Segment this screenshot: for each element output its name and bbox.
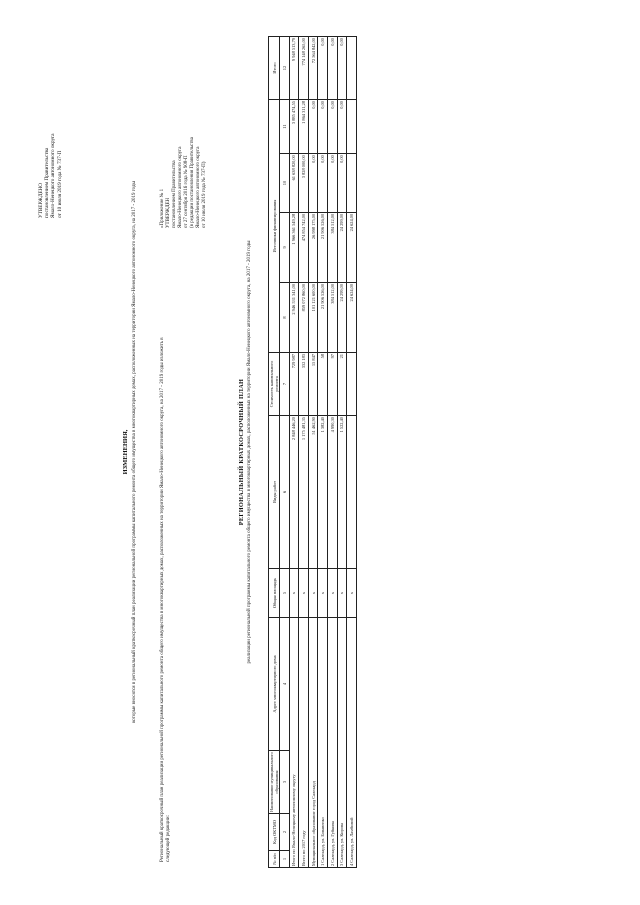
col-header: Адрес многоквартирного дома	[269, 618, 280, 751]
table-cell: x	[347, 569, 357, 618]
approval-line: УТВЕРЖДЕН	[166, 197, 171, 228]
table-cell: Итого по Ямало-Ненецкому автономному округу	[289, 618, 299, 868]
col-number: 4	[280, 618, 290, 751]
table-cell: 1 382,40	[318, 416, 328, 569]
intro-paragraph: Региональный краткосрочный план реализации региональной программы капитального ремонта общего имущества в многоквартирных домах, расположенных на территории Ямало-Ненецкого автономного округа, на 2017 - 2019 годы изложить в следующей редакции:	[160, 337, 171, 862]
table-cell: 26 998 175,00	[308, 212, 318, 282]
plan-title: РЕГИОНАЛЬНЫЙ КРАТКОСРОЧНЫЙ ПЛАН	[238, 378, 245, 526]
table-cell: x	[337, 569, 347, 618]
col-number: 11	[280, 100, 290, 154]
rotated-document-page	[30, 22, 610, 882]
table-cell: Муниципальное образование город Салехард	[308, 618, 318, 868]
table-cell: 774 148 265,00	[299, 37, 309, 100]
table-cell: 0,00	[337, 154, 347, 213]
table-cell: 9 948 513,79	[289, 37, 299, 100]
table-row	[318, 37, 328, 868]
table-cell: 24 624,00	[347, 282, 357, 352]
approval-line: Ямало-Ненецкого автономного округа	[50, 133, 57, 218]
table-cell: 3 Салехард, ул. Кирова	[337, 618, 347, 868]
table-cell: 1 Салехард, ул. Бованенко	[318, 618, 328, 868]
table-row	[308, 37, 318, 868]
approval-line: от 10 июля 2019 года № 737-П)	[202, 161, 207, 228]
table-cell: 61 638 820,00	[289, 154, 299, 213]
col-number: 10	[280, 154, 290, 213]
table-cell	[347, 353, 357, 416]
table-cell: 3 885 474,55	[289, 100, 299, 154]
table-cell: 729 987	[289, 353, 299, 416]
table-cell	[347, 100, 357, 154]
table-cell: 21	[337, 353, 347, 416]
table-cell	[347, 154, 357, 213]
table-cell	[347, 37, 357, 100]
table-cell	[347, 416, 357, 569]
table-cell: 21 906 526,00	[318, 212, 328, 282]
table-cell: 1 864 311,28	[299, 100, 309, 154]
approval-block-appendix	[160, 28, 208, 228]
table-cell: 859 072 860,00	[299, 282, 309, 352]
table-header-row	[269, 37, 280, 868]
table-cell: 2 946 531 341,00	[289, 282, 299, 352]
table-cell: 97	[327, 353, 337, 416]
col-header: Код ОКТМО	[269, 814, 280, 851]
table-cell: Всего по 2017 году	[299, 618, 309, 868]
table-cell: 1 966 361 549,28	[289, 212, 299, 282]
table-cell: x	[318, 569, 328, 618]
approval-block-top	[38, 28, 63, 218]
doc-subtitle: которые вносятся в региональный краткосрочный план реализации региональной программы капитального ремонта общего имущества в многоквартирных домах, расположенных на территории Ямало-Ненецкого автономного округа, на 2017 - 2019 годы	[132, 181, 137, 723]
table-cell: 0,00	[327, 100, 337, 154]
approval-line: постановлением Правительства	[44, 147, 51, 218]
table-cell: 474 854 742,00	[299, 212, 309, 282]
table-cell: x	[327, 569, 337, 618]
column-number-row	[280, 37, 290, 868]
plan-table	[268, 36, 357, 868]
col-header: Источники финансирования	[269, 100, 280, 353]
approval-line: от 10 июля 2019 года № 737-П	[56, 150, 63, 218]
table-cell: 0,00	[327, 37, 337, 100]
approval-line: (в редакции постановления Правительства	[190, 137, 195, 228]
table-cell: 24 299,00	[337, 282, 347, 352]
col-number: 8	[280, 282, 290, 352]
plan-subtitle: реализации региональной программы капитального ремонта общего имущества в многоквартирных домах, расположенных на территории Ямало-Ненецкого автономного округа, на 2017 - 2019 годы	[247, 240, 252, 664]
table-cell: 0,00	[337, 37, 347, 100]
table-cell: 0,00	[327, 154, 337, 213]
col-number: 5	[280, 569, 290, 618]
table-cell: 15 847	[308, 353, 318, 416]
table-cell: 58	[318, 353, 328, 416]
table-cell: 3 828 000,00	[299, 154, 309, 213]
table-cell: 24 299,00	[337, 212, 347, 282]
table-cell: 384 512,00	[327, 212, 337, 282]
col-number: 7	[280, 353, 290, 416]
col-header: № п/п	[269, 851, 280, 868]
table-row	[327, 37, 337, 868]
col-number: 2	[280, 814, 290, 851]
table-cell: 4 990,30	[327, 416, 337, 569]
table-cell: 1 175 481,35	[299, 416, 309, 569]
col-header: Общая площадь	[269, 569, 280, 618]
table-cell: 101 121 600,00	[308, 282, 318, 352]
col-header: Виды работ	[269, 416, 280, 569]
approval-line: от 27 сентября 2016 года № 908-П	[184, 155, 189, 228]
table-cell: 0,00	[308, 154, 318, 213]
table-cell: 72 564 842,00	[308, 37, 318, 100]
table-row	[289, 37, 299, 868]
approval-line: УТВЕРЖДЕНО	[38, 182, 44, 218]
approval-line: Ямало-Ненецкого автономного округа	[196, 146, 201, 228]
table-row	[299, 37, 309, 868]
col-number: 9	[280, 212, 290, 282]
table-row	[347, 37, 357, 868]
table-cell: 51 462,90	[308, 416, 318, 569]
table-cell: 1 522,40	[337, 416, 347, 569]
col-number: 1	[280, 851, 290, 868]
col-number: 12	[280, 37, 290, 100]
approval-line: «Приложение № 1	[160, 188, 165, 228]
table-cell: 0,00	[308, 100, 318, 154]
table-cell: 0,00	[318, 100, 328, 154]
col-number: 6	[280, 416, 290, 569]
table-cell: x	[308, 569, 318, 618]
doc-title: ИЗМЕНЕНИЯ,	[122, 429, 129, 475]
table-cell: 384 512,00	[327, 282, 337, 352]
table-cell: 2 Салехард, ул. Губкина	[327, 618, 337, 868]
table-cell: x	[299, 569, 309, 618]
table-cell: 21 906 526,00	[318, 282, 328, 352]
col-number: 3	[280, 751, 290, 814]
table-cell: x	[289, 569, 299, 618]
col-header: Наименование муниципального образования	[269, 752, 279, 812]
col-header: Итого	[269, 37, 280, 100]
approval-line: Ямало-Ненецкого автономного округа	[178, 146, 183, 228]
table-cell: 24 624,00	[347, 212, 357, 282]
table-cell: 0,00	[318, 37, 328, 100]
table-cell: 2 848 446,20	[289, 416, 299, 569]
table-cell: 4 Салехард, ул. Ламбиной	[347, 618, 357, 868]
table-cell: 0,00	[337, 100, 347, 154]
col-header: Стоимость капитального ремонта	[269, 353, 280, 416]
approval-line: постановлением Правительства	[172, 160, 177, 228]
table-cell: 0,00	[318, 154, 328, 213]
table-row	[337, 37, 347, 868]
table-cell: 332 183	[299, 353, 309, 416]
